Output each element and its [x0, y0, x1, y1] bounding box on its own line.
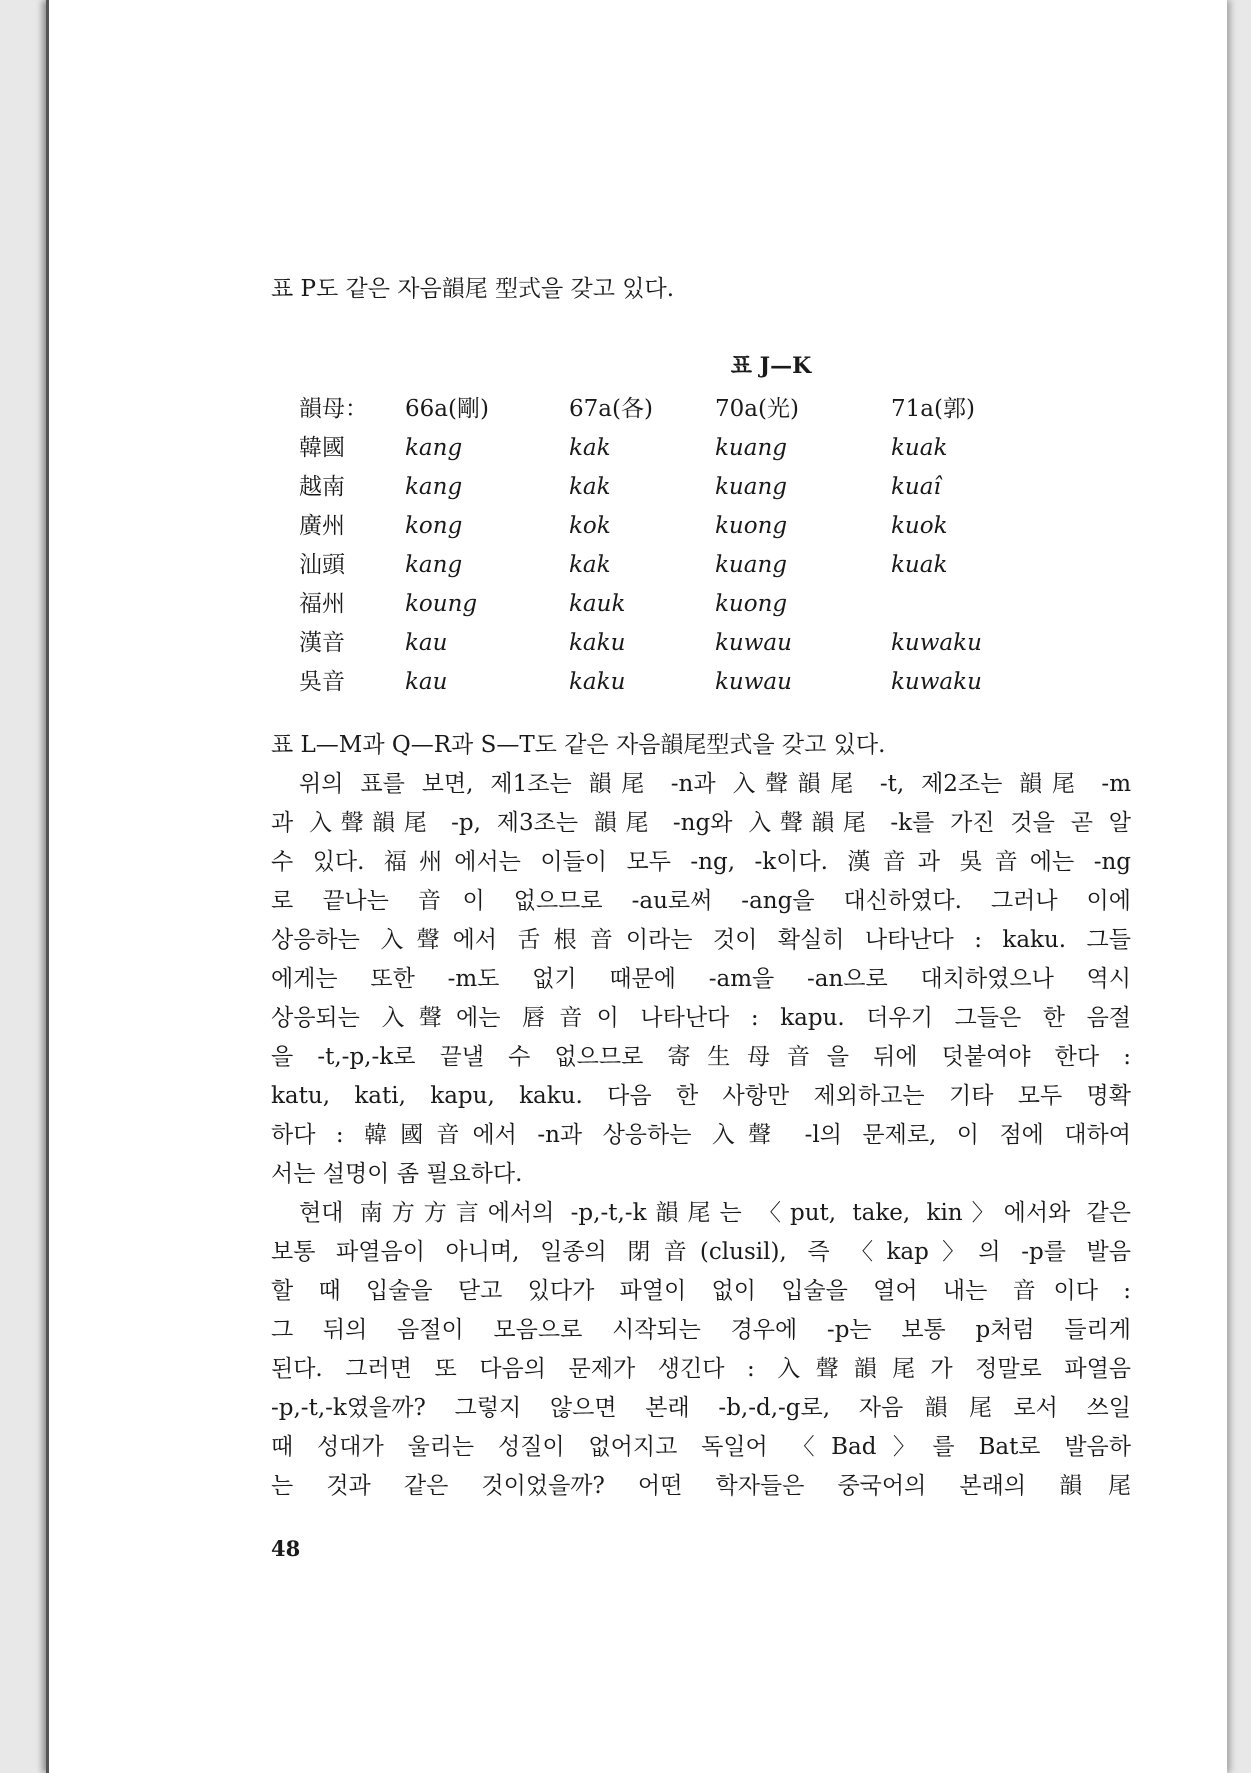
rhyme-table: [299, 390, 1041, 702]
text-line: 상응되는 入聲에는 唇音이 나타난다 : kapu. 더우기 그들은 한 음절: [271, 1005, 1131, 1031]
table-cell: kak: [569, 435, 611, 461]
header-cell: 66a(剛): [405, 396, 489, 422]
row-label: 韓國: [299, 435, 345, 461]
table-cell: kong: [405, 513, 463, 539]
table-cell: kok: [569, 513, 611, 539]
table-cell: kuong: [715, 513, 788, 539]
table-cell: kuaî: [891, 474, 941, 500]
table-cell: kaku: [569, 630, 626, 656]
row-label: 漢音: [299, 630, 345, 656]
text-line: 현대 南方方言에서의 -p,-t,-k韻尾는 〈put, take, kin〉에서와 같은: [299, 1200, 1131, 1226]
table-cell: kuang: [715, 474, 787, 500]
row-label: 吳音: [299, 669, 345, 695]
row-label: 福州: [299, 591, 345, 617]
page-number: 48: [271, 1536, 301, 1561]
text-line: 하다 : 韓國音에서 -n과 상응하는 入聲 -l의 문제로, 이 점에 대하여: [271, 1122, 1131, 1148]
table-row: [299, 429, 1041, 468]
text-line: 서는 설명이 좀 필요하다.: [271, 1161, 523, 1187]
table-cell: koung: [405, 591, 478, 617]
table-cell: kuang: [715, 552, 787, 578]
table-cell: kau: [405, 630, 448, 656]
header-cell: 67a(各): [569, 396, 653, 422]
text-line: 위의 표를 보면, 제1조는 韻尾 -n과 入聲韻尾 -t, 제2조는 韻尾 -m: [299, 771, 1131, 797]
text-line: 그 뒤의 음절이 모음으로 시작되는 경우에 -p는 보통 p처럼 들리게: [271, 1317, 1131, 1343]
text-line: 때 성대가 울리는 성질이 없어지고 독일어 〈Bad〉를 Bat로 발음하: [271, 1434, 1131, 1460]
page-content: [271, 270, 1131, 1506]
table-cell: kuwaku: [891, 669, 982, 695]
table-cell: kuang: [715, 435, 787, 461]
text-line: -p,-t,-k였을까? 그렇지 않으면 본래 -b,-d,-g로, 자음韻尾로서 쓰일: [271, 1395, 1131, 1421]
header-cell: 71a(郭): [891, 396, 975, 422]
table-cell: kuak: [891, 435, 948, 461]
text-line: 보통 파열음이 아니며, 일종의 閉音(clusil), 즉 〈kap〉의 -p를 발음: [271, 1239, 1131, 1265]
text-line: 을 -t,-p,-k로 끝낼 수 없으므로 寄生母音을 뒤에 덧붙여야 한다 :: [271, 1044, 1131, 1070]
table-header-row: [299, 390, 1041, 429]
table-row: [299, 468, 1041, 507]
row-label: 汕頭: [299, 552, 345, 578]
text-line: 수 있다. 福州에서는 이들이 모두 -ng, -k이다. 漢音과 吳音에는 -ng: [271, 849, 1131, 875]
header-cell: 韻母：: [299, 396, 368, 422]
table-row: [299, 624, 1041, 663]
table-cell: kuwaku: [891, 630, 982, 656]
table-cell: kak: [569, 552, 611, 578]
row-label: 越南: [299, 474, 345, 500]
table-cell: kuok: [891, 513, 948, 539]
table-cell: kau: [405, 669, 448, 695]
header-cell: 70a(光): [715, 396, 799, 422]
table-row: [299, 507, 1041, 546]
text-line: 로 끝나는 音이 없으므로 -au로써 -ang을 대신하였다. 그러나 이에: [271, 888, 1131, 914]
intro-line: 표 P도 같은 자음韻尾 型式을 갖고 있다.: [271, 276, 675, 302]
table-cell: kak: [569, 474, 611, 500]
table-cell: kuak: [891, 552, 948, 578]
text-line: 과 入聲韻尾 -p, 제3조는 韻尾 -ng와 入聲韻尾 -k를 가진 것을 곧 알: [271, 810, 1131, 836]
row-label: 廣州: [299, 513, 345, 539]
document-page: [46, 0, 1227, 1773]
text-line: 할 때 입술을 닫고 있다가 파열이 없이 입술을 열어 내는 音이다 :: [271, 1278, 1131, 1304]
table-title: 표 J—K: [730, 353, 812, 379]
text-line: 된다. 그러면 또 다음의 문제가 생긴다 : 入聲韻尾가 정말로 파열음: [271, 1356, 1131, 1382]
text-line: 는 것과 같은 것이었을까? 어떤 학자들은 중국어의 본래의 韻尾: [271, 1473, 1131, 1499]
table-cell: [891, 585, 1041, 624]
table-row: [299, 585, 1041, 624]
table-row: [299, 663, 1041, 702]
table-cell: kuong: [715, 591, 788, 617]
table-cell: kang: [405, 474, 463, 500]
text-line: 상응하는 入聲에서 舌根音이라는 것이 확실히 나타난다 : kaku. 그들: [271, 927, 1131, 953]
text-line: 에게는 또한 -m도 없기 때문에 -am을 -an으로 대치하였으나 역시: [271, 966, 1131, 992]
text-line: 표 L—M과 Q—R과 S—T도 같은 자음韻尾型式을 갖고 있다.: [271, 732, 886, 758]
text-line: katu, kati, kapu, kaku. 다음 한 사항만 제외하고는 기타 모두 명확: [271, 1083, 1131, 1109]
table-cell: kang: [405, 552, 463, 578]
table-cell: kuwau: [715, 630, 792, 656]
table-cell: kuwau: [715, 669, 792, 695]
table-row: [299, 546, 1041, 585]
table-cell: kang: [405, 435, 463, 461]
table-cell: kaku: [569, 669, 626, 695]
table-cell: kauk: [569, 591, 626, 617]
